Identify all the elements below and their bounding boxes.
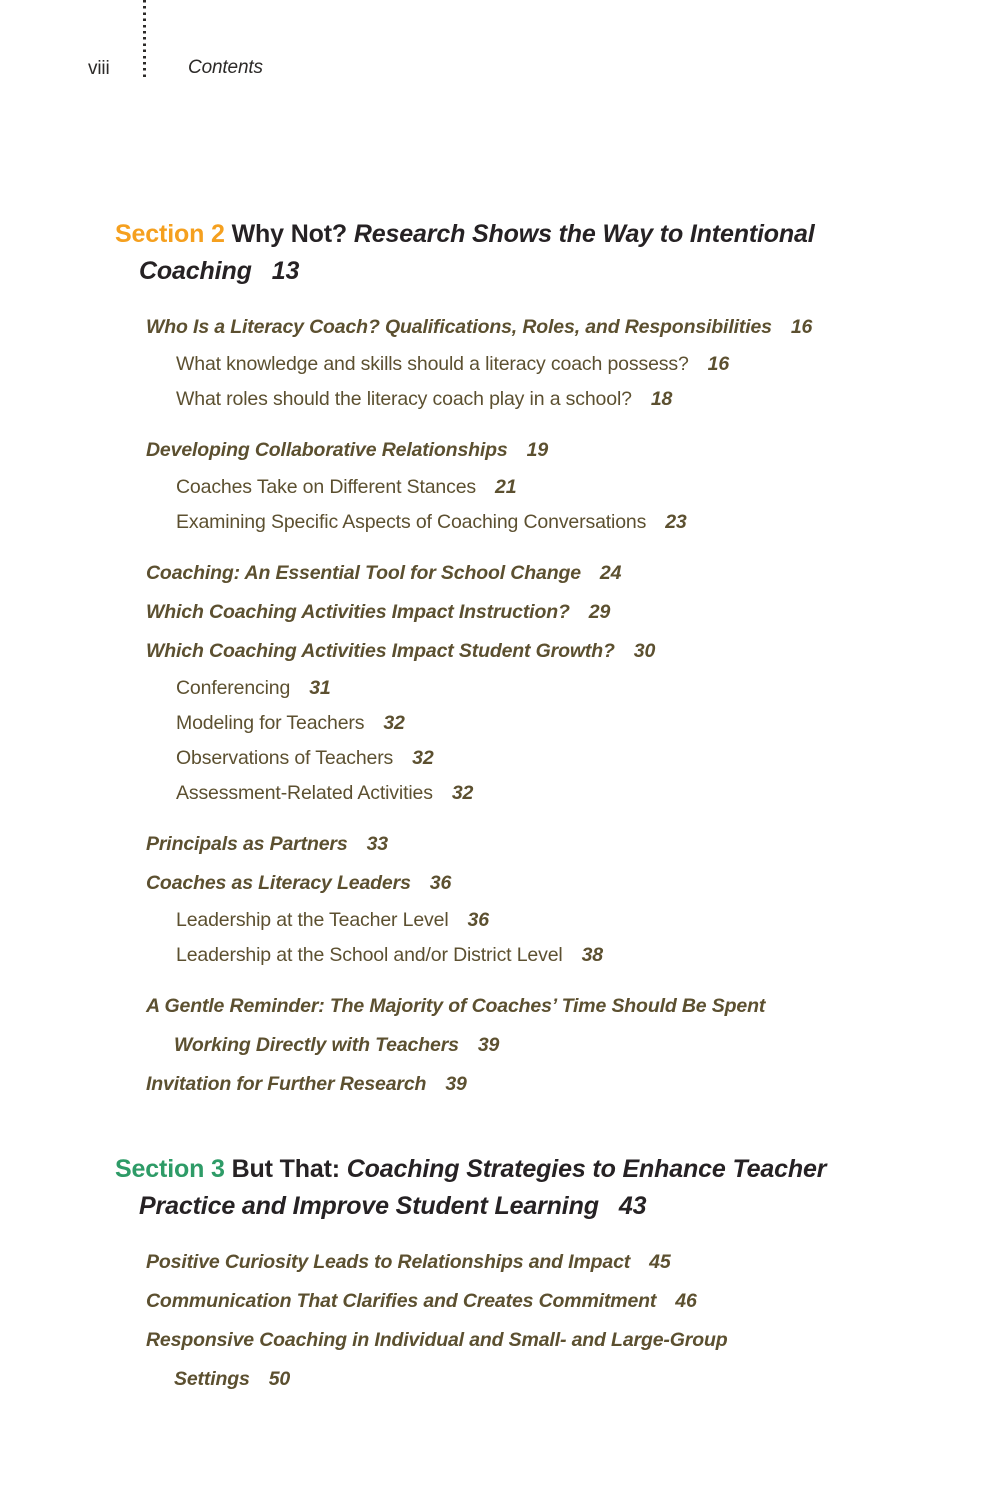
- section-2: [0, 216, 1000, 1104]
- entry-page-number: 39: [477, 1034, 500, 1056]
- toc-entry: [0, 987, 1000, 1065]
- entry-page-number: 46: [675, 1290, 697, 1312]
- entry-text: What roles should the literacy coach play in a school?: [176, 388, 632, 410]
- section-title-line: Research Shows the Way to Intentional: [353, 220, 815, 248]
- section-3: [0, 1151, 1000, 1399]
- toc-entry: [0, 776, 1000, 811]
- toc-entry: [0, 1243, 1000, 1282]
- toc-entry: [0, 706, 1000, 741]
- entry-page-number: 50: [268, 1368, 291, 1390]
- entry-page-number: 32: [383, 712, 405, 734]
- toc-entry: [0, 431, 1000, 470]
- entry-text: Settings: [174, 1368, 250, 1390]
- entry-text: A Gentle Reminder: The Majority of Coaches’ Time Should Be Spent: [146, 995, 766, 1017]
- section-page-number: 43: [618, 1192, 647, 1220]
- toc-entry-line: [176, 347, 1000, 382]
- entry-text: Examining Specific Aspects of Coaching Conversations: [176, 511, 647, 533]
- section-heading: [115, 1151, 929, 1225]
- toc-entry: [0, 1065, 1000, 1104]
- entry-text: Developing Collaborative Relationships: [146, 439, 508, 461]
- entry-text: Assessment-Related Activities: [176, 782, 433, 804]
- entry-page-number: 39: [445, 1073, 467, 1095]
- toc-entry-line: [176, 903, 1000, 938]
- toc-entry-line: [146, 1065, 1000, 1104]
- toc-entry: [0, 1321, 1000, 1399]
- entry-text: Observations of Teachers: [176, 747, 394, 769]
- toc-entry: [0, 864, 1000, 903]
- page-header: [0, 0, 1000, 90]
- toc-entry: [0, 505, 1000, 540]
- section-subtitle: Why Not?: [231, 220, 348, 248]
- section-page-number: 13: [271, 257, 300, 285]
- toc-entry-line: [146, 864, 1000, 903]
- toc-entry-line: [174, 1360, 1000, 1399]
- entry-page-number: 30: [633, 640, 656, 662]
- toc-entry: [0, 1282, 1000, 1321]
- entry-page-number: 38: [581, 944, 603, 966]
- toc-entry: [0, 593, 1000, 632]
- toc-entry-line: [146, 987, 1000, 1026]
- entry-page-number: 16: [707, 353, 730, 375]
- section-title-line: Coaching: [139, 257, 252, 285]
- section-subtitle: But That:: [231, 1155, 340, 1183]
- entry-page-number: 24: [599, 562, 622, 584]
- toc-entry-line: [146, 431, 1000, 470]
- dotted-divider-rule: [143, 0, 146, 79]
- toc-entry: [0, 671, 1000, 706]
- toc-entry: [0, 825, 1000, 864]
- entry-text: Coaches Take on Different Stances: [176, 476, 477, 498]
- toc-entry-line: [146, 308, 1000, 347]
- entry-text: What knowledge and skills should a literacy coach possess?: [176, 353, 689, 375]
- entry-page-number: 18: [650, 388, 673, 410]
- folio-page-number: viii: [88, 58, 110, 79]
- toc-entry: [0, 347, 1000, 382]
- toc-entry-line: [176, 470, 1000, 505]
- entry-text: Who Is a Literacy Coach? Qualifications, Roles, and Responsibilities: [146, 316, 772, 338]
- entry-page-number: 16: [790, 316, 813, 338]
- toc-entry: [0, 632, 1000, 671]
- entry-page-number: 33: [366, 833, 388, 855]
- section-title-line: Practice and Improve Student Learning: [139, 1192, 599, 1220]
- toc-entry-line: [176, 382, 1000, 417]
- entry-text: Which Coaching Activities Impact Instruction?: [146, 601, 570, 623]
- toc-entry-line: [174, 1026, 1000, 1065]
- entry-text: Coaching: An Essential Tool for School Change: [146, 562, 581, 584]
- entry-text: Leadership at the Teacher Level: [176, 909, 449, 931]
- toc-entry: [0, 741, 1000, 776]
- toc-entry: [0, 903, 1000, 938]
- toc-entry-line: [176, 938, 1000, 973]
- toc-entry-line: [176, 671, 1000, 706]
- entry-text: Invitation for Further Research: [146, 1073, 427, 1095]
- entry-page-number: 29: [588, 601, 611, 623]
- toc-entry-line: [146, 554, 1000, 593]
- entry-text: Conferencing: [176, 677, 291, 699]
- entry-text: Principals as Partners: [146, 833, 348, 855]
- entry-text: Communication That Clarifies and Creates Commitment: [146, 1290, 657, 1312]
- toc-entry-line: [146, 1321, 1000, 1360]
- entry-page-number: 21: [495, 476, 517, 498]
- entry-text: Leadership at the School and/or District Level: [176, 944, 563, 966]
- toc-entry-line: [146, 632, 1000, 671]
- toc-entry-line: [146, 593, 1000, 632]
- toc-entry: [0, 554, 1000, 593]
- toc-entry: [0, 938, 1000, 973]
- entry-text: Coaches as Literacy Leaders: [146, 872, 411, 894]
- entry-text: Positive Curiosity Leads to Relationships and Impact: [146, 1251, 631, 1273]
- section-heading: [115, 216, 929, 290]
- entry-page-number: 19: [526, 439, 549, 461]
- section-label: Section 3: [115, 1155, 225, 1183]
- section-title-line: Coaching Strategies to Enhance Teacher: [346, 1155, 827, 1183]
- entry-page-number: 31: [309, 677, 331, 699]
- toc-entry-line: [146, 1243, 1000, 1282]
- toc-entry-line: [176, 505, 1000, 540]
- entry-page-number: 36: [429, 872, 452, 894]
- toc-entry-line: [146, 825, 1000, 864]
- toc-entry: [0, 382, 1000, 417]
- section-label: Section 2: [115, 220, 225, 248]
- entry-page-number: 45: [649, 1251, 671, 1273]
- entry-page-number: 23: [665, 511, 687, 533]
- toc-entry-line: [176, 741, 1000, 776]
- running-head-title: Contents: [188, 57, 263, 78]
- entry-page-number: 32: [451, 782, 474, 804]
- toc-entry: [0, 470, 1000, 505]
- toc-entry-line: [146, 1282, 1000, 1321]
- entry-text: Which Coaching Activities Impact Student Growth?: [146, 640, 615, 662]
- entry-text: Responsive Coaching in Individual and Small- and Large-Group: [146, 1329, 728, 1351]
- entry-text: Modeling for Teachers: [176, 712, 365, 734]
- toc-entry: [0, 308, 1000, 347]
- entry-page-number: 32: [412, 747, 434, 769]
- toc: [0, 216, 1000, 1399]
- entry-text: Working Directly with Teachers: [174, 1034, 459, 1056]
- toc-entry-line: [176, 776, 1000, 811]
- toc-entry-line: [176, 706, 1000, 741]
- entry-page-number: 36: [467, 909, 489, 931]
